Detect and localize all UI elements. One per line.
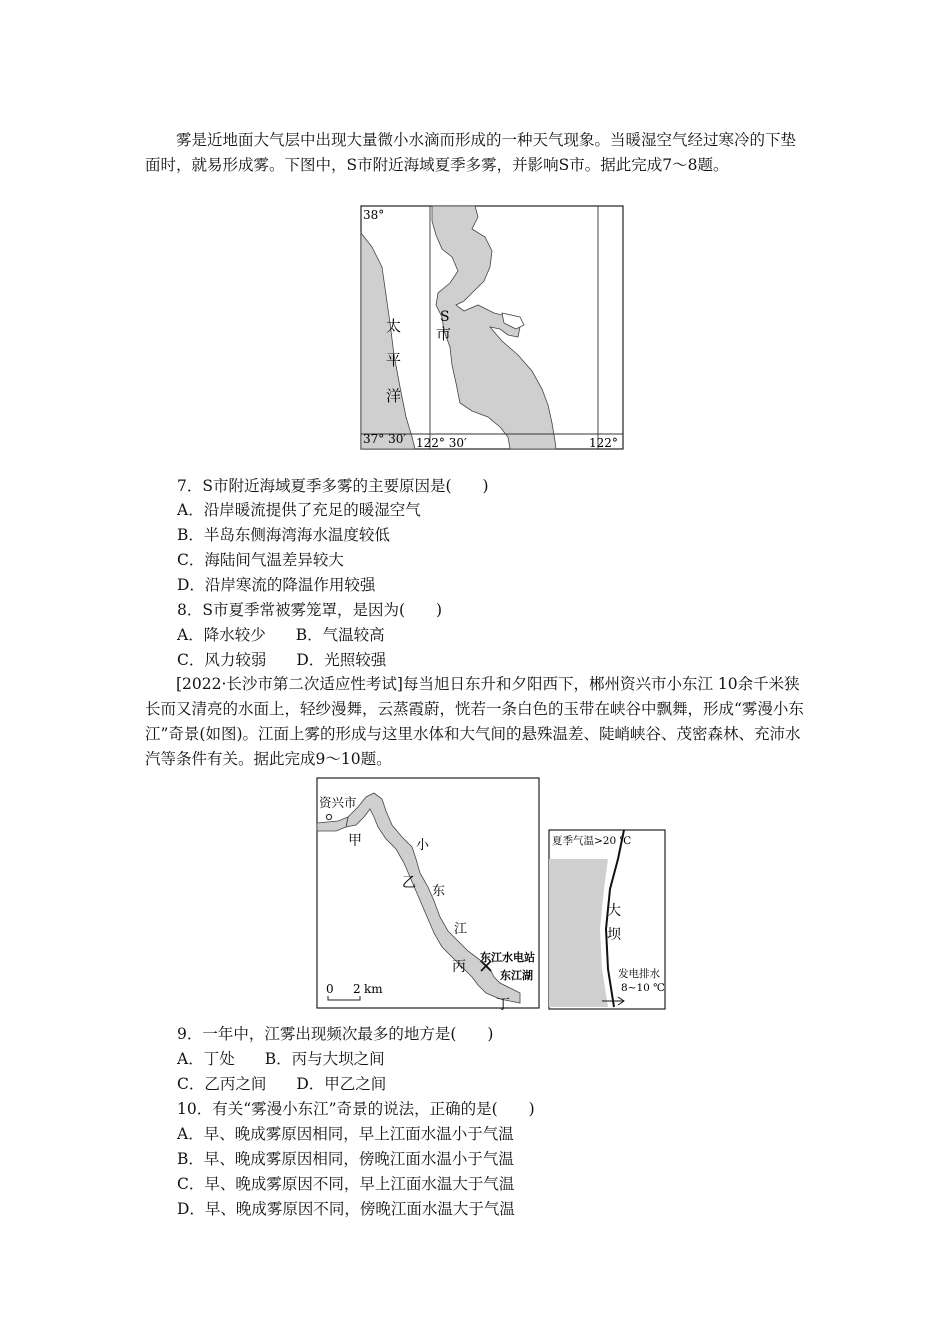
q7-option-a: A．沿岸暖流提供了充足的暖湿空气 — [177, 501, 421, 519]
ocean-char-1: 太 — [386, 317, 402, 335]
q7-option-d: D．沿岸寒流的降温作用较强 — [177, 576, 376, 594]
dam-char-1: 大 — [607, 903, 621, 919]
lon-122-label: 122° — [589, 436, 618, 450]
river-char-2: 东 — [432, 884, 446, 899]
q9-options-row-2 — [177, 1072, 386, 1096]
q8-options-row-1 — [177, 623, 385, 647]
scale-zero: 0 — [326, 982, 334, 996]
q9-option-d: D．甲乙之间 — [296, 1075, 387, 1093]
river-char-1: 小 — [416, 838, 430, 853]
lat-37-30-label: 37° 30′ — [363, 432, 407, 446]
label-ding: 丁 — [496, 997, 510, 1011]
q7-option-b: B．半岛东侧海湾海水温度较低 — [177, 526, 390, 544]
lake-label: 东江湖 — [500, 969, 533, 982]
dam-char-2: 坝 — [607, 927, 621, 943]
city-s-char: 市 — [436, 325, 452, 343]
q9-options-row-1 — [177, 1047, 385, 1071]
ocean-char-3: 洋 — [386, 387, 402, 405]
scale-value: 2 — [353, 982, 361, 996]
dam-diagram — [548, 829, 668, 1011]
q9-stem: 9．一年中，江雾出现频次最多的地方是( ) — [177, 1025, 494, 1043]
q8-option-d: D．光照较强 — [296, 651, 387, 669]
lon-122-30-label: 122° 30′ — [416, 436, 467, 450]
intro-paragraph-2: [2022·长沙市第二次适应性考试]每当旭日东升和夕阳西下，郴州资兴市小东江 10余千米狭长而又清亮的水面上，轻纱漫舞，云蒸霞蔚，恍若一条白色的玉带在峡谷中飘舞，形成“雾漫小东江”奇景(如图)。江面上雾的形成与这里水体和大气间的悬殊温差、陡峭峡谷、茂密森林、充沛水汽等条件有关。据此完成9～10题。 — [145, 675, 804, 768]
zixing-city-dot — [326, 814, 331, 819]
q8-option-b: B．气温较高 — [295, 626, 385, 644]
q9-option-c: C．乙丙之间 — [177, 1075, 267, 1093]
s-city-map — [360, 205, 625, 451]
city-s-letter: S — [440, 309, 450, 325]
reservoir-water — [549, 859, 608, 1007]
label-bing: 丙 — [452, 959, 466, 975]
q10-option-c: C．早、晚成雾原因不同，早上江面水温大于气温 — [177, 1175, 515, 1193]
label-jia: 甲 — [348, 833, 362, 849]
discharge-temp-label: 8~10 ℃ — [621, 982, 665, 994]
summer-temp-label: 夏季气温>20 ℃ — [552, 835, 632, 847]
discharge-label: 发电排水 — [618, 968, 660, 980]
river-char-3: 江 — [454, 922, 468, 937]
label-yi: 乙 — [402, 875, 416, 891]
q8-option-a: A．降水较少 — [177, 626, 266, 644]
q8-option-c: C．风力较弱 — [177, 651, 267, 669]
q8-stem: 8．S市夏季常被雾笼罩，是因为( ) — [177, 601, 443, 619]
q9-option-b: B．丙与大坝之间 — [264, 1050, 385, 1068]
zixing-city-label: 资兴市 — [319, 795, 357, 810]
q10-stem: 10．有关“雾漫小东江”奇景的说法，正确的是( ) — [177, 1100, 535, 1118]
q10-option-d: D．早、晚成雾原因不同，傍晚江面水温大于气温 — [177, 1200, 515, 1218]
q7-stem: 7．S市附近海域夏季多雾的主要原因是( ) — [177, 477, 489, 495]
ocean-char-2: 平 — [386, 351, 402, 369]
q10-option-a: A．早、晚成雾原因相同，早上江面水温小于气温 — [177, 1125, 514, 1143]
q9-option-a: A．丁处 — [177, 1050, 235, 1068]
q8-options-row-2 — [177, 648, 386, 672]
intro-paragraph-1: 雾是近地面大气层中出现大量微小水滴而形成的一种天气现象。当暖湿空气经过寒冷的下垫面时，就易形成雾。下图中，S市附近海域夏季多雾，并影响S市。据此完成7～8题。 — [145, 131, 797, 174]
q10-option-b: B．早、晚成雾原因相同，傍晚江面水温小于气温 — [177, 1150, 514, 1168]
lat-38-label: 38° — [363, 208, 385, 222]
xiaodongjiang-map — [316, 777, 542, 1011]
scale-unit: km — [364, 982, 383, 996]
q7-option-c: C．海陆间气温差异较大 — [177, 551, 344, 569]
station-label: 东江水电站 — [480, 951, 535, 964]
